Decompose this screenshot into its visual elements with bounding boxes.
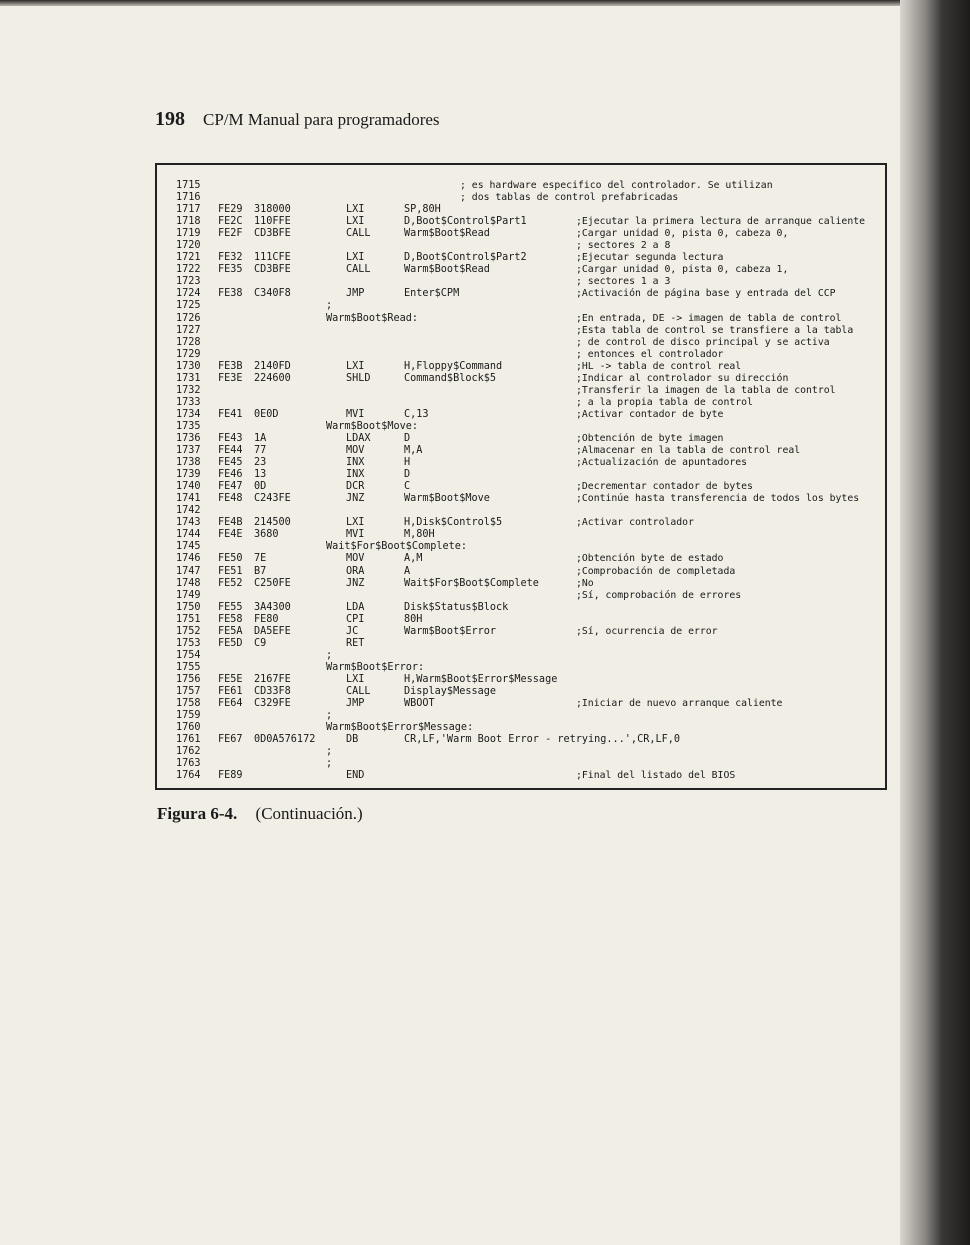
object-code: C250FE — [254, 577, 291, 589]
comment: ; de control de disco principal y se activa — [576, 336, 830, 348]
listing-row — [0, 638, 970, 650]
listing-row — [0, 481, 970, 493]
opcode: LXI — [346, 360, 365, 372]
comment: ;Activar contador de byte — [576, 408, 724, 420]
opcode: DCR — [346, 481, 365, 493]
opcode: LDAX — [346, 432, 371, 444]
comment: ;Actualización de apuntadores — [576, 457, 748, 469]
operand: D — [404, 469, 411, 481]
listing-row — [0, 722, 970, 734]
operand: Warm$Boot$Move — [404, 493, 490, 505]
line-number: 1725 — [176, 300, 201, 312]
operand: 80H — [404, 613, 423, 625]
operand: WBOOT — [404, 698, 435, 710]
listing-row — [0, 276, 970, 288]
listing-row — [0, 505, 970, 517]
caption-text: (Continuación.) — [255, 804, 363, 823]
asm-label: ; — [326, 758, 333, 770]
operand: SP,80H — [404, 204, 441, 216]
comment: ;Sí, ocurrencia de error — [576, 625, 718, 637]
comment: ;No — [576, 577, 594, 589]
opcode: LXI — [346, 252, 365, 264]
line-number: 1744 — [176, 529, 201, 541]
operand: H — [404, 457, 411, 469]
object-code: 111CFE — [254, 252, 291, 264]
asm-label: Warm$Boot$Read: — [326, 312, 419, 324]
listing-row — [0, 662, 970, 674]
line-number: 1715 — [176, 180, 201, 191]
listing-row — [0, 373, 970, 385]
figure-caption — [157, 804, 363, 824]
listing-row — [0, 180, 970, 192]
opcode: LXI — [346, 216, 365, 228]
comment: ;Transferir la imagen de la tabla de control — [576, 384, 836, 396]
opcode: MVI — [346, 529, 365, 541]
line-number: 1729 — [176, 348, 201, 360]
opcode: LXI — [346, 204, 365, 216]
object-code: 3680 — [254, 529, 279, 541]
listing-row — [0, 758, 970, 770]
listing-row — [0, 529, 970, 541]
line-number: 1718 — [176, 216, 201, 228]
page-top-edge — [0, 0, 970, 6]
comment: ;Comprobación de completada — [576, 565, 736, 577]
address: FE43 — [218, 432, 243, 444]
address: FE45 — [218, 457, 243, 469]
comment: ;Obtención de byte imagen — [576, 432, 724, 444]
address: FE67 — [218, 734, 243, 746]
comment: ;Activar controlador — [576, 517, 694, 529]
listing-row — [0, 288, 970, 300]
operand: Warm$Boot$Error — [404, 625, 497, 637]
comment: ;Continúe hasta transferencia de todos los bytes — [576, 493, 860, 505]
address: FE55 — [218, 601, 243, 613]
listing-row — [0, 493, 970, 505]
opcode: MOV — [346, 553, 365, 565]
listing-row — [0, 264, 970, 276]
asm-label: Wait$For$Boot$Complete: — [326, 541, 468, 553]
line-number: 1743 — [176, 517, 201, 529]
line-number: 1753 — [176, 637, 201, 649]
asm-label: ; — [326, 710, 333, 722]
listing-row — [0, 626, 970, 638]
address: FE3E — [218, 372, 243, 384]
listing-row — [0, 361, 970, 373]
line-number: 1733 — [176, 396, 201, 408]
address: FE5E — [218, 673, 243, 685]
line-number: 1752 — [176, 625, 201, 637]
operand: Wait$For$Boot$Complete — [404, 577, 539, 589]
operand: C — [404, 481, 411, 493]
address: FE61 — [218, 685, 243, 697]
opcode: MVI — [346, 408, 365, 420]
book-title: CP/M Manual para programadores — [203, 110, 440, 129]
opcode: INX — [346, 469, 365, 481]
address: FE52 — [218, 577, 243, 589]
address: FE2C — [218, 216, 243, 228]
listing-row — [0, 710, 970, 722]
line-number: 1735 — [176, 420, 201, 432]
operand: H,Disk$Control$5 — [404, 517, 503, 529]
listing-row — [0, 746, 970, 758]
listing-row — [0, 650, 970, 662]
opcode: LXI — [346, 517, 365, 529]
address: FE48 — [218, 493, 243, 505]
opcode: INX — [346, 457, 365, 469]
operand: D — [404, 432, 411, 444]
listing-row — [0, 541, 970, 553]
operand: A,M — [404, 553, 423, 565]
address: FE35 — [218, 264, 243, 276]
opcode: JNZ — [346, 577, 365, 589]
listing-row — [0, 686, 970, 698]
listing-row — [0, 602, 970, 614]
line-number: 1719 — [176, 228, 201, 240]
object-code: 318000 — [254, 204, 291, 216]
operand: M,80H — [404, 529, 435, 541]
object-code: CD3BFE — [254, 264, 291, 276]
listing-row — [0, 409, 970, 421]
opcode: CALL — [346, 685, 371, 697]
operand: Disk$Status$Block — [404, 601, 509, 613]
object-code: C340F8 — [254, 288, 291, 300]
asm-label: ; — [326, 746, 333, 758]
address: FE44 — [218, 445, 243, 457]
line-number: 1728 — [176, 336, 201, 348]
address: FE4E — [218, 529, 243, 541]
object-code: C9 — [254, 637, 267, 649]
line-number: 1745 — [176, 541, 201, 553]
opcode: ORA — [346, 565, 365, 577]
code-listing — [0, 180, 970, 782]
comment: ;Almacenar en la tabla de control real — [576, 445, 801, 457]
listing-row — [0, 325, 970, 337]
line-number: 1748 — [176, 577, 201, 589]
listing-row — [0, 457, 970, 469]
line-number: 1762 — [176, 746, 201, 758]
address: FE32 — [218, 252, 243, 264]
listing-row — [0, 397, 970, 409]
listing-row — [0, 252, 970, 264]
object-code: 0E0D — [254, 408, 279, 420]
comment: ;Sí, comprobación de errores — [576, 589, 742, 601]
line-number: 1761 — [176, 734, 201, 746]
object-code: 2167FE — [254, 673, 291, 685]
line-number: 1740 — [176, 481, 201, 493]
line-number: 1722 — [176, 264, 201, 276]
listing-row — [0, 590, 970, 602]
address: FE47 — [218, 481, 243, 493]
line-number: 1727 — [176, 324, 201, 336]
listing-row — [0, 433, 970, 445]
comment: ;Indicar al controlador su dirección — [576, 372, 789, 384]
object-code: 214500 — [254, 517, 291, 529]
line-number: 1759 — [176, 710, 201, 722]
address: FE51 — [218, 565, 243, 577]
listing-row — [0, 300, 970, 312]
comment: ;Final del listado del BIOS — [576, 770, 736, 782]
operand: D,Boot$Control$Part2 — [404, 252, 527, 264]
listing-row — [0, 566, 970, 578]
line-number: 1754 — [176, 649, 201, 661]
object-code: 0D — [254, 481, 267, 493]
listing-row — [0, 517, 970, 529]
listing-row — [0, 240, 970, 252]
line-number: 1758 — [176, 698, 201, 710]
line-number: 1721 — [176, 252, 201, 264]
line-number: 1755 — [176, 661, 201, 673]
line-number: 1726 — [176, 312, 201, 324]
address: FE38 — [218, 288, 243, 300]
comment: ;Activación de página base y entrada del CCP — [576, 288, 836, 300]
line-number: 1731 — [176, 372, 201, 384]
opcode: END — [346, 770, 365, 782]
address: FE58 — [218, 613, 243, 625]
line-number: 1750 — [176, 601, 201, 613]
object-code: 1A — [254, 432, 267, 444]
address: FE41 — [218, 408, 243, 420]
line-number: 1736 — [176, 432, 201, 444]
line-number: 1723 — [176, 276, 201, 288]
operand: Warm$Boot$Read — [404, 228, 490, 240]
operand: Warm$Boot$Read — [404, 264, 490, 276]
line-number: 1720 — [176, 240, 201, 252]
comment: ;Esta tabla de control se transfiere a la tabla — [576, 324, 854, 336]
comment: ;Decrementar contador de bytes — [576, 481, 753, 493]
operand: A — [404, 565, 411, 577]
object-code: 2140FD — [254, 360, 291, 372]
caption-label: Figura 6-4. — [157, 804, 238, 823]
object-code: CD3BFE — [254, 228, 291, 240]
line-number: 1737 — [176, 445, 201, 457]
comment: ; a la propia tabla de control — [576, 396, 753, 408]
line-number: 1741 — [176, 493, 201, 505]
operand: Display$Message — [404, 685, 497, 697]
comment: ;En entrada, DE -> imagen de tabla de control — [576, 312, 842, 324]
listing-row — [0, 469, 970, 481]
address: FE64 — [218, 698, 243, 710]
operand: H,Floppy$Command — [404, 360, 503, 372]
opcode: JNZ — [346, 493, 365, 505]
address: FE46 — [218, 469, 243, 481]
opcode: JC — [346, 625, 359, 637]
object-code: 110FFE — [254, 216, 291, 228]
address: FE89 — [218, 770, 243, 782]
line-number: 1756 — [176, 673, 201, 685]
listing-row — [0, 313, 970, 325]
comment: ; dos tablas de control prefabricadas — [460, 192, 679, 204]
comment: ;Obtención byte de estado — [576, 553, 724, 565]
address: FE50 — [218, 553, 243, 565]
listing-row — [0, 228, 970, 240]
operand: CR,LF,'Warm Boot Error - retrying...',CR,LF,0 — [404, 734, 681, 746]
object-code: 0D0A576172 — [254, 734, 316, 746]
line-number: 1732 — [176, 384, 201, 396]
listing-row — [0, 192, 970, 204]
asm-label: ; — [326, 300, 333, 312]
object-code: CD33F8 — [254, 685, 291, 697]
comment: ; sectores 1 a 3 — [576, 276, 671, 288]
listing-row — [0, 445, 970, 457]
object-code: 3A4300 — [254, 601, 291, 613]
asm-label: ; — [326, 649, 333, 661]
page-number: 198 — [155, 108, 185, 130]
line-number: 1739 — [176, 469, 201, 481]
opcode: SHLD — [346, 372, 371, 384]
line-number: 1764 — [176, 770, 201, 782]
listing-row — [0, 553, 970, 565]
listing-row — [0, 385, 970, 397]
object-code: B7 — [254, 565, 267, 577]
comment: ; es hardware especifico del controlador. Se utilizan — [460, 180, 773, 191]
listing-row — [0, 770, 970, 782]
operand: C,13 — [404, 408, 429, 420]
asm-label: Warm$Boot$Error$Message: — [326, 722, 474, 734]
address: FE5D — [218, 637, 243, 649]
opcode: LDA — [346, 601, 365, 613]
comment: ;Cargar unidad 0, pista 0, cabeza 0, — [576, 228, 789, 240]
opcode: JMP — [346, 698, 365, 710]
object-code: C329FE — [254, 698, 291, 710]
operand: Enter$CPM — [404, 288, 460, 300]
listing-row — [0, 734, 970, 746]
address: FE4B — [218, 517, 243, 529]
opcode: DB — [346, 734, 359, 746]
operand: H,Warm$Boot$Error$Message — [404, 673, 558, 685]
object-code: 77 — [254, 445, 267, 457]
comment: ;Iniciar de nuevo arranque caliente — [576, 698, 783, 710]
line-number: 1734 — [176, 408, 201, 420]
comment: ;Cargar unidad 0, pista 0, cabeza 1, — [576, 264, 789, 276]
opcode: CPI — [346, 613, 365, 625]
listing-row — [0, 421, 970, 433]
listing-row — [0, 204, 970, 216]
line-number: 1730 — [176, 360, 201, 372]
comment: ; entonces el controlador — [576, 348, 724, 360]
line-number: 1717 — [176, 204, 201, 216]
address: FE5A — [218, 625, 243, 637]
asm-label: Warm$Boot$Error: — [326, 661, 425, 673]
listing-row — [0, 698, 970, 710]
address: FE29 — [218, 204, 243, 216]
line-number: 1746 — [176, 553, 201, 565]
line-number: 1724 — [176, 288, 201, 300]
operand: D,Boot$Control$Part1 — [404, 216, 527, 228]
listing-row — [0, 337, 970, 349]
line-number: 1757 — [176, 685, 201, 697]
operand: M,A — [404, 445, 423, 457]
line-number: 1760 — [176, 722, 201, 734]
line-number: 1763 — [176, 758, 201, 770]
listing-row — [0, 578, 970, 590]
page-header — [155, 108, 440, 131]
line-number: 1747 — [176, 565, 201, 577]
address: FE3B — [218, 360, 243, 372]
listing-row — [0, 216, 970, 228]
comment: ;Ejecutar la primera lectura de arranque caliente — [576, 216, 866, 228]
comment: ;HL -> tabla de control real — [576, 360, 742, 372]
asm-label: Warm$Boot$Move: — [326, 420, 419, 432]
line-number: 1751 — [176, 613, 201, 625]
operand: Command$Block$5 — [404, 372, 497, 384]
object-code: DA5EFE — [254, 625, 291, 637]
comment: ;Ejecutar segunda lectura — [576, 252, 724, 264]
listing-row — [0, 674, 970, 686]
opcode: CALL — [346, 264, 371, 276]
object-code: FE80 — [254, 613, 279, 625]
comment: ; sectores 2 a 8 — [576, 240, 671, 252]
object-code: 13 — [254, 469, 267, 481]
opcode: JMP — [346, 288, 365, 300]
line-number: 1738 — [176, 457, 201, 469]
line-number: 1749 — [176, 589, 201, 601]
listing-row — [0, 349, 970, 361]
opcode: CALL — [346, 228, 371, 240]
object-code: 23 — [254, 457, 267, 469]
opcode: RET — [346, 637, 365, 649]
object-code: 7E — [254, 553, 267, 565]
line-number: 1716 — [176, 192, 201, 204]
object-code: C243FE — [254, 493, 291, 505]
opcode: LXI — [346, 673, 365, 685]
listing-row — [0, 614, 970, 626]
opcode: MOV — [346, 445, 365, 457]
object-code: 224600 — [254, 372, 291, 384]
address: FE2F — [218, 228, 243, 240]
line-number: 1742 — [176, 505, 201, 517]
